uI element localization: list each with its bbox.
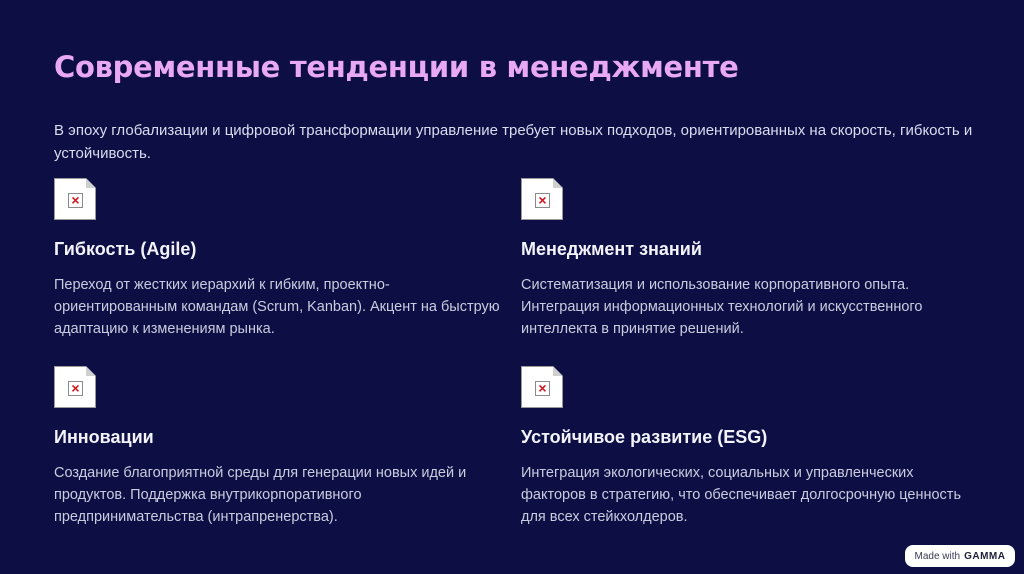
card-knowledge-management: [521, 178, 981, 337]
card-innovation: [54, 366, 514, 525]
made-with-gamma-badge[interactable]: [905, 545, 1015, 567]
card-text: Создание благоприятной среды для генерации новых идей и продуктов. Поддержка внутрикорпоративного предпринимательства (интрапренерства).: [54, 465, 467, 525]
broken-image-icon: ×: [521, 178, 563, 220]
card-title: Инновации: [54, 427, 154, 447]
slide-title: Современные тенденции в менеджменте: [54, 50, 739, 84]
card-sustainability: [521, 366, 981, 525]
card-text: Переход от жестких иерархий к гибким, проектно-ориентированным командам (Scrum, Kanban). Акцент на быструю адаптацию к изменениям рынка.: [54, 277, 500, 337]
gamma-logo: GAMMA: [964, 550, 1006, 562]
card-title: Устойчивое развитие (ESG): [521, 427, 768, 447]
card-text: Интеграция экологических, социальных и управленческих факторов в стратегию, что обеспечивает долгосрочную ценность для всех стейкхолдеров.: [521, 465, 961, 525]
broken-image-icon: ×: [54, 366, 96, 408]
card-title: Гибкость (Agile): [54, 239, 197, 259]
card-title: Менеджмент знаний: [521, 239, 702, 259]
slide-intro: В эпоху глобализации и цифровой трансформации управление требует новых подходов, ориентированных на скорость, гибкость и устойчивость.: [54, 122, 973, 162]
broken-image-icon: ×: [54, 178, 96, 220]
card-text: Систематизация и использование корпоративного опыта. Интеграция информационных технологий и искусственного интеллекта в принятие решений.: [521, 277, 923, 337]
broken-image-icon: ×: [521, 366, 563, 408]
badge-prefix: Made with: [914, 550, 961, 562]
card-agile: [54, 178, 514, 337]
